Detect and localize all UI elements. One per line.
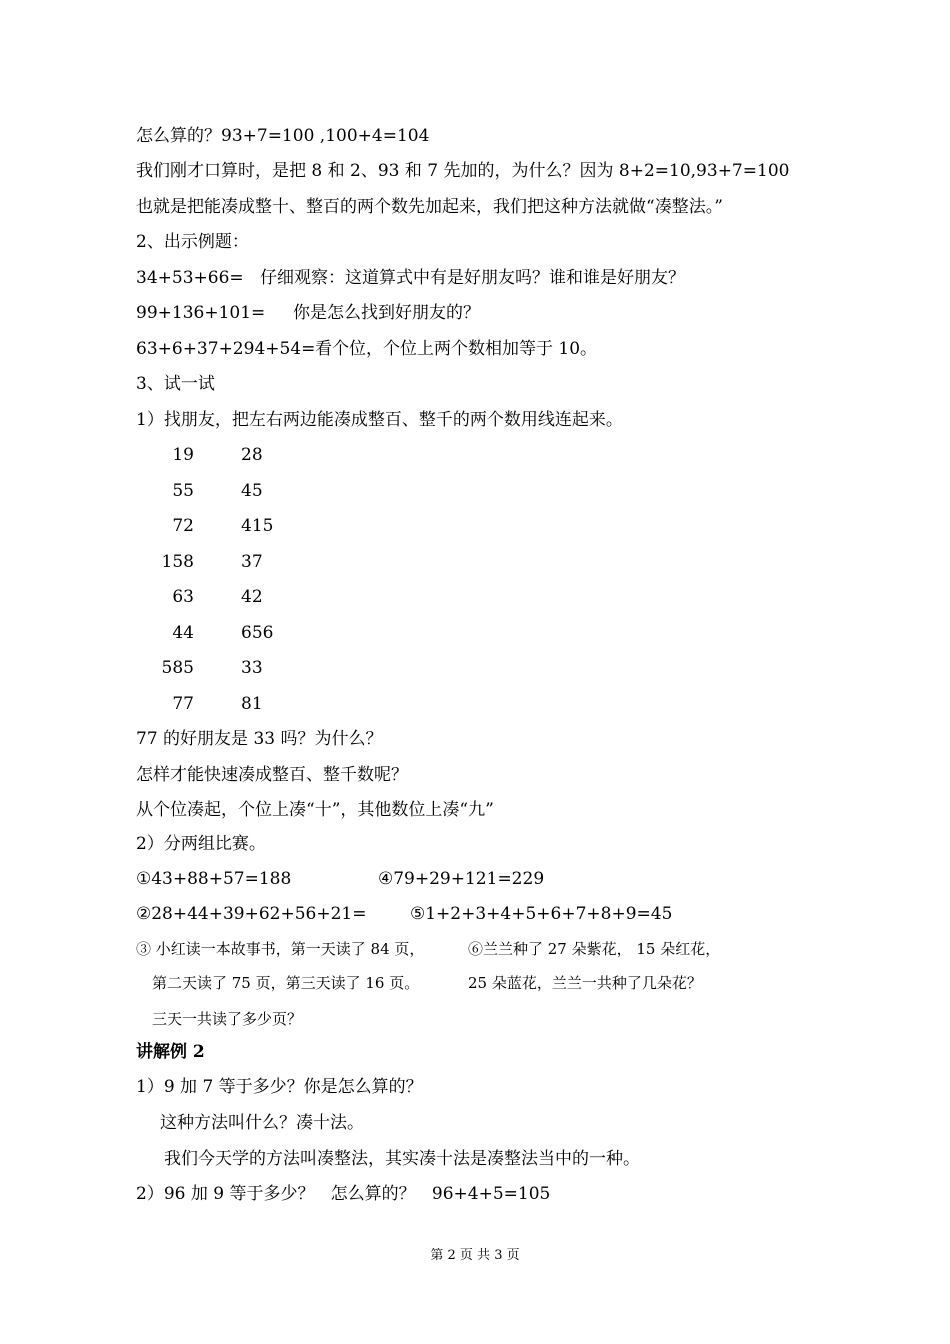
right-number: 656	[241, 623, 274, 643]
text-line: 2、出示例题：	[136, 232, 249, 252]
text-line: 从个位凑起，个位上凑“十”，其他数位上凑“九”	[136, 800, 494, 820]
example-note: 仔细观察：这道算式中有是好朋友吗？谁和谁是好朋友？	[260, 268, 685, 288]
left-number: 585	[161, 658, 194, 678]
right-number: 42	[241, 587, 263, 607]
example-expression: 63+6+37+294+54=	[136, 339, 316, 359]
left-number: 158	[161, 552, 194, 572]
problem-3-line: 三天一共读了多少页？	[152, 1010, 303, 1028]
section-heading: 讲解例 2	[136, 1042, 205, 1062]
right-number: 45	[241, 481, 263, 501]
text-line: 这种方法叫什么？凑十法。	[160, 1113, 364, 1133]
example-note: 你是怎么找到好朋友的？	[293, 303, 480, 323]
problem-1: ①43+88+57=188	[136, 869, 292, 889]
right-number: 28	[241, 445, 263, 465]
example-expression: 34+53+66=	[136, 268, 244, 288]
problem-4: ④79+29+121=229	[378, 869, 545, 889]
text-line: 怎么算的？93+7=100 ,100+4=104	[136, 126, 430, 146]
left-number: 55	[172, 481, 194, 501]
text-line: 我们刚才口算时，是把 8 和 2、93 和 7 先加的，为什么？因为 8+2=10,93+7=100	[136, 161, 790, 181]
page-footer: 第 2 页 共 3 页	[430, 1248, 520, 1263]
problem-3-line: 第二天读了 75 页，第三天读了 16 页。	[152, 974, 420, 992]
text-line: 2）96 加 9 等于多少？ 怎么算的？ 96+4+5=105	[136, 1184, 551, 1204]
problem-3-line: ③ 小红读一本故事书，第一天读了 84 页，	[136, 940, 425, 958]
problem-5: ⑤1+2+3+4+5+6+7+8+9=45	[410, 904, 673, 924]
left-number: 77	[172, 694, 194, 714]
example-note: 看个位，个位上两个数相加等于 10。	[315, 339, 598, 359]
right-number: 37	[241, 552, 263, 572]
text-line: 我们今天学的方法叫凑整法，其实凑十法是凑整法当中的一种。	[164, 1149, 640, 1169]
problem-6-line: 25 朵蓝花，兰兰一共种了几朵花？	[468, 974, 702, 992]
right-number: 33	[241, 658, 263, 678]
text-line: 1）找朋友，把左右两边能凑成整百、整千的两个数用线连起来。	[136, 410, 623, 430]
text-line: 也就是把能凑成整十、整百的两个数先加起来，我们把这种方法就做“凑整法。”	[136, 197, 723, 217]
text-line: 怎样才能快速凑成整百、整千数呢？	[136, 765, 408, 785]
example-expression: 99+136+101=	[136, 303, 266, 323]
problem-2: ②28+44+39+62+56+21=	[136, 904, 367, 924]
left-number: 19	[172, 445, 194, 465]
problem-6-line: ⑥兰兰种了 27 朵紫花， 15 朵红花，	[468, 940, 721, 958]
text-line: 77 的好朋友是 33 吗？为什么？	[136, 729, 383, 749]
left-number: 72	[172, 516, 194, 536]
left-number: 44	[172, 623, 194, 643]
text-line: 2）分两组比赛。	[136, 834, 266, 854]
left-number: 63	[172, 587, 194, 607]
text-line: 1）9 加 7 等于多少？你是怎么算的？	[136, 1077, 423, 1097]
text-line: 3、试一试	[136, 374, 215, 394]
right-number: 415	[241, 516, 274, 536]
right-number: 81	[241, 694, 263, 714]
